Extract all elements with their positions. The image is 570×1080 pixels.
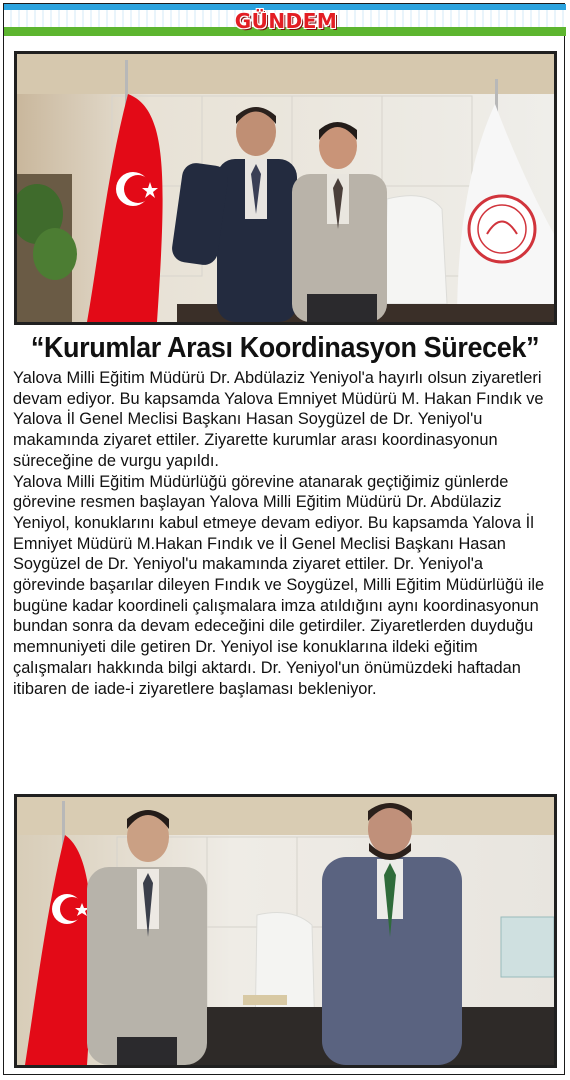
photo-bottom bbox=[14, 794, 557, 1068]
article-body bbox=[13, 368, 558, 699]
article-paragraph-2: Yalova Milli Eğitim Müdürlüğü görevine atanarak geçtiğimiz günlerde görevine resmen başlayan Yalova Milli Eğitim Müdürü Dr. Abdülaziz Yeniyol, konuklarını kabul etmeye devam ediyor. Bu kapsamda Yalova İl Emniyet Müdürü M.Hakan Fındık ve İl Genel Meclisi Başkanı Hasan Soygüzel de Dr. Yeniyol'u makamında ziyaret ettiler. Dr. Yeniyol'a görevinde başarılar dileyen Fındık ve Soygüzel, Milli Eğitim Müdürlüğü ile bugüne kadar koordineli çalışmalara imza atıldığını aynı koordinasyonun bundan sonra da devam edeceğini dile getirdiler. Ziyaretlerden duyduğu memnuniyeti dile getiren Dr. Yeniyol ise konuklarına ildeki eğitim çalışmaları hakkında bilgi aktardı. Dr. Yeniyol'un önümüzdeki haftadan itibaren de iade-i ziyaretlere başlaması bekleniyor. bbox=[13, 472, 545, 698]
headline: “Kurumlar Arası Koordinasyon Sürecek” bbox=[30, 332, 540, 364]
section-label: GÜNDEM bbox=[234, 9, 338, 33]
photo-top bbox=[14, 51, 557, 325]
article-paragraph-1: Yalova Milli Eğitim Müdürü Dr. Abdülaziz Yeniyol'a hayırlı olsun ziyaretleri devam ediyor. Bu kapsamda Yalova Emniyet Müdürü M. Hakan Fındık ve Yalova İl Genel Meclisi Başkanı Hasan Soygüzel de Dr. Yeniyol'u makamında ziyaret ettiler. Ziyarette kurumlar arası koordinasyonun süreceğine de vurgu yapıldı. bbox=[13, 369, 544, 470]
photo-bottom-image bbox=[17, 797, 554, 1065]
plant-left bbox=[17, 174, 77, 322]
photo-top-image bbox=[17, 54, 554, 322]
